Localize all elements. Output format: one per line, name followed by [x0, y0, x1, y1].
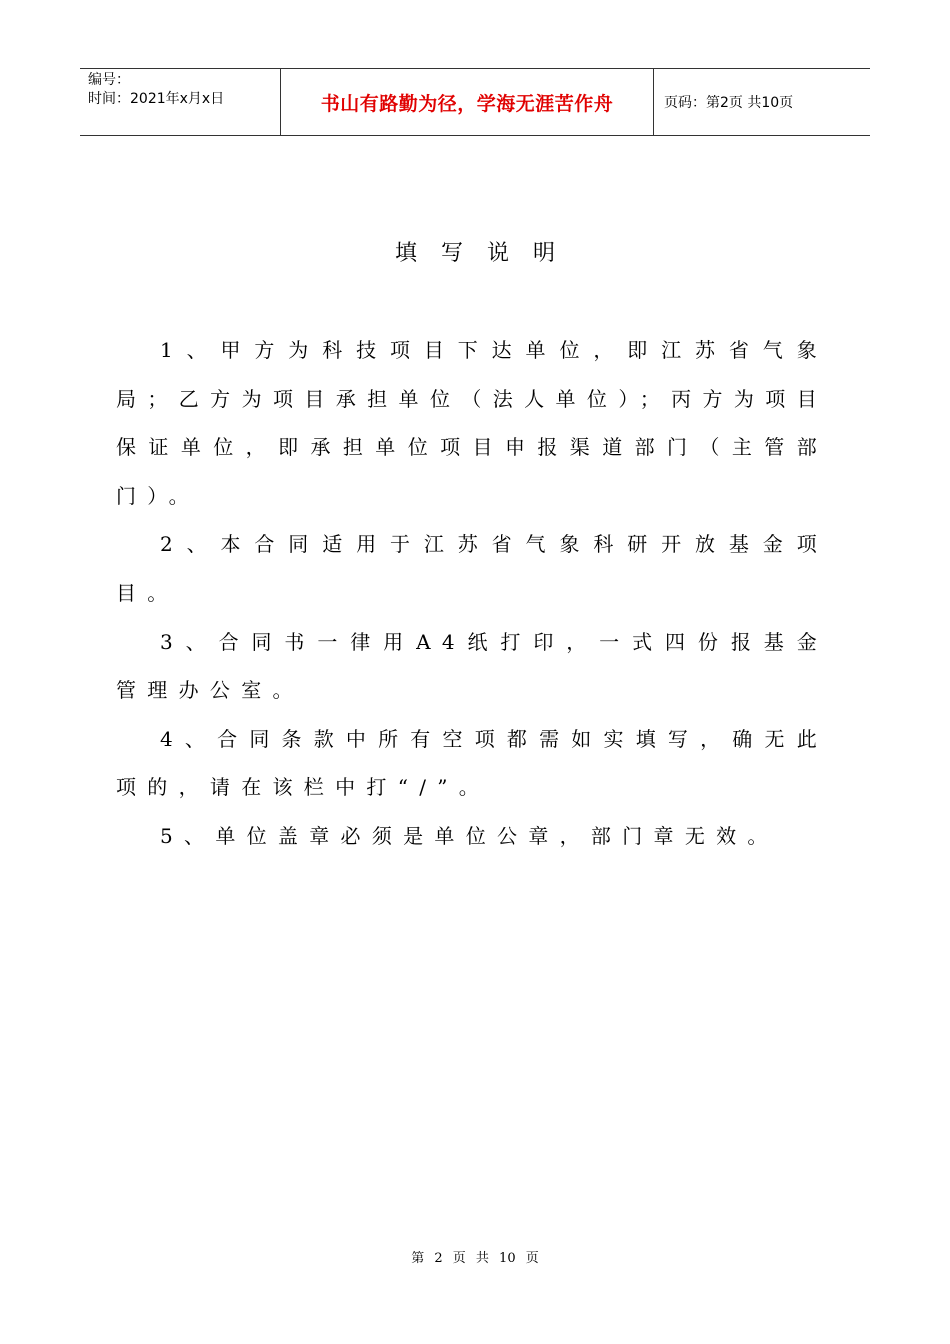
instruction-item-5: 5、单位盖章必须是单位公章，部门章无效。	[160, 823, 779, 848]
instruction-item-4: 4、合同条款中所有空项都需如实填写，确无此项的，请在该栏中打“/”。	[116, 726, 828, 800]
date-label: 时间：2021年x月x日	[88, 91, 225, 107]
page-header	[80, 68, 870, 136]
document-title: 填写说明	[394, 241, 579, 266]
serial-number-label: 编号：	[88, 72, 130, 88]
header-meta	[80, 69, 281, 135]
instructions-body	[116, 326, 828, 861]
header-motto: 书山有路勤为径，学海无涯苦作舟	[281, 69, 654, 135]
instruction-item-1: 1、甲方为科技项目下达单位，即江苏省气象局；乙方为项目承担单位（法人单位）；丙方为项目保证单位，即承担单位项目申报渠道部门（主管部门）。	[116, 338, 828, 508]
header-page-info: 页码：第2页 共10页	[664, 95, 794, 111]
instruction-item-3: 3、合同书一律用A4纸打印，一式四份报基金管理办公室。	[116, 629, 828, 703]
instruction-item-2: 2、本合同适用于江苏省气象科研开放基金项目。	[116, 532, 828, 605]
page-footer: 第 2 页 共 10 页	[411, 1251, 539, 1266]
